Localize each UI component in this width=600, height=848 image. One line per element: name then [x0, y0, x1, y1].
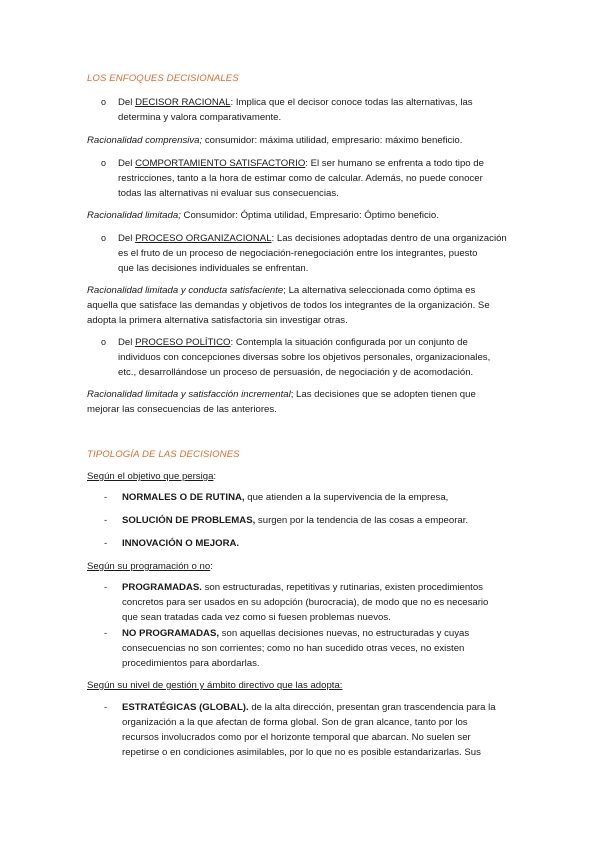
list-item: ESTRATÉGICAS (GLOBAL). de la alta dirección, presentan gran trascendencia para la: [122, 702, 496, 713]
dash-icon: -: [104, 492, 108, 503]
list-item-continuation: recursos involucrados como por el horizonte temporal que abarcan. No suelen ser: [122, 732, 471, 743]
note-line: Racionalidad comprensiva; consumidor: máxima utilidad, empresario: máximo beneficio.: [87, 135, 463, 146]
list-item-continuation: que las decisiones individuales se enfrentan.: [118, 263, 309, 274]
note-line: mejorar las consecuencias de las anteriores.: [87, 404, 277, 415]
list-item: Del PROCESO ORGANIZACIONAL: Las decisiones adoptadas dentro de una organización: [118, 233, 507, 244]
dash-icon: -: [104, 515, 108, 526]
list-item-continuation: organización a la que afectan de forma global. Son de gran alcance, tanto por los: [122, 717, 468, 728]
dash-icon: -: [104, 702, 108, 713]
list-item: NORMALES O DE RUTINA, que atienden a la supervivencia de la empresa,: [122, 492, 449, 503]
list-item-term: PROCESO POLÍTICO: [135, 337, 231, 348]
list-item: NO PROGRAMADAS, son aquellas decisiones nuevas, no estructuradas y cuyas: [122, 628, 470, 639]
list-item-continuation: procedimientos para abordarlas.: [122, 658, 260, 669]
dash-icon: -: [104, 628, 108, 639]
subsection-title: Según el objetivo que persiga:: [87, 471, 217, 482]
list-item-continuation: concretos para ser usados en su adopción (burocracia), de modo que no es necesario: [122, 597, 489, 608]
section-heading-typology: TIPOLOGÍA DE LAS DECISIONES: [87, 449, 240, 460]
list-item-term: PROCESO ORGANIZACIONAL: [135, 233, 272, 244]
note-line: aquella que satisface las demandas y objetivos de todos los integrantes de la organización. Se: [87, 300, 490, 311]
dash-icon: -: [104, 582, 108, 593]
bullet-icon: o: [101, 97, 107, 107]
note-line: Racionalidad limitada; Consumidor: Óptima utilidad, Empresario: Óptimo beneficio.: [87, 210, 439, 221]
list-item-term: DECISOR RACIONAL: [135, 97, 231, 108]
list-item: INNOVACIÓN O MEJORA.: [122, 538, 240, 549]
section-heading-decisional: LOS ENFOQUES DECISIONALES: [87, 73, 239, 84]
list-item-continuation: etc., desarrollándose un proceso de persuasión, de negociación y de acomodación.: [118, 367, 474, 378]
list-item-continuation: es el fruto de un proceso de negociación-renegociación entre los integrantes, puesto: [118, 248, 478, 259]
list-item: SOLUCIÓN DE PROBLEMAS, surgen por la tendencia de las cosas a empeorar.: [122, 515, 469, 526]
bullet-icon: o: [101, 158, 107, 168]
list-item: Del DECISOR RACIONAL: Implica que el decisor conoce todas las alternativas, las: [118, 97, 473, 108]
list-item-continuation: repetirse o en condiciones asimilables, por lo que no es posible estandarizarlas. Sus: [122, 747, 481, 758]
bullet-icon: o: [101, 233, 107, 243]
list-item: Del PROCESO POLÍTICO: Contempla la situación configurada por un conjunto de: [118, 337, 468, 348]
list-item-continuation: determina y valora comparativamente.: [118, 112, 282, 123]
note-line: adopta la primera alternativa satisfactoria sin investigar otras.: [87, 315, 348, 326]
list-item-continuation: consecuencias no son corrientes; como no han sucedido otras veces, no existen: [122, 643, 465, 654]
list-item-continuation: restricciones, tanto a la hora de estimar como de calcular. Además, no puede conocer: [118, 173, 483, 184]
note-line: Racionalidad limitada y conducta satisfaciente; La alternativa seleccionada como óptima es: [87, 285, 476, 296]
subsection-title: Según su nivel de gestión y ámbito directivo que las adopta:: [87, 680, 343, 691]
dash-icon: -: [104, 538, 108, 549]
list-item: PROGRAMADAS. son estructuradas, repetitivas y rutinarias, existen procedimientos: [122, 582, 483, 593]
list-item-term: COMPORTAMIENTO SATISFACTORIO: [135, 158, 306, 169]
list-item: Del COMPORTAMIENTO SATISFACTORIO: El ser humano se enfrenta a todo tipo de: [118, 158, 484, 169]
list-item-continuation: que sean tratadas cada vez como si fuesen problemas nuevos.: [122, 612, 391, 623]
list-item-continuation: individuos con concepciones diversas sobre los objetivos personales, organizacionales,: [118, 352, 491, 363]
note-line: Racionalidad limitada y satisfacción incremental; Las decisiones que se adopten tienen que: [87, 389, 476, 400]
bullet-icon: o: [101, 337, 107, 347]
subsection-title: Según su programación o no:: [87, 561, 213, 572]
list-item-continuation: todas las alternativas ni evaluar sus consecuencias.: [118, 188, 339, 199]
